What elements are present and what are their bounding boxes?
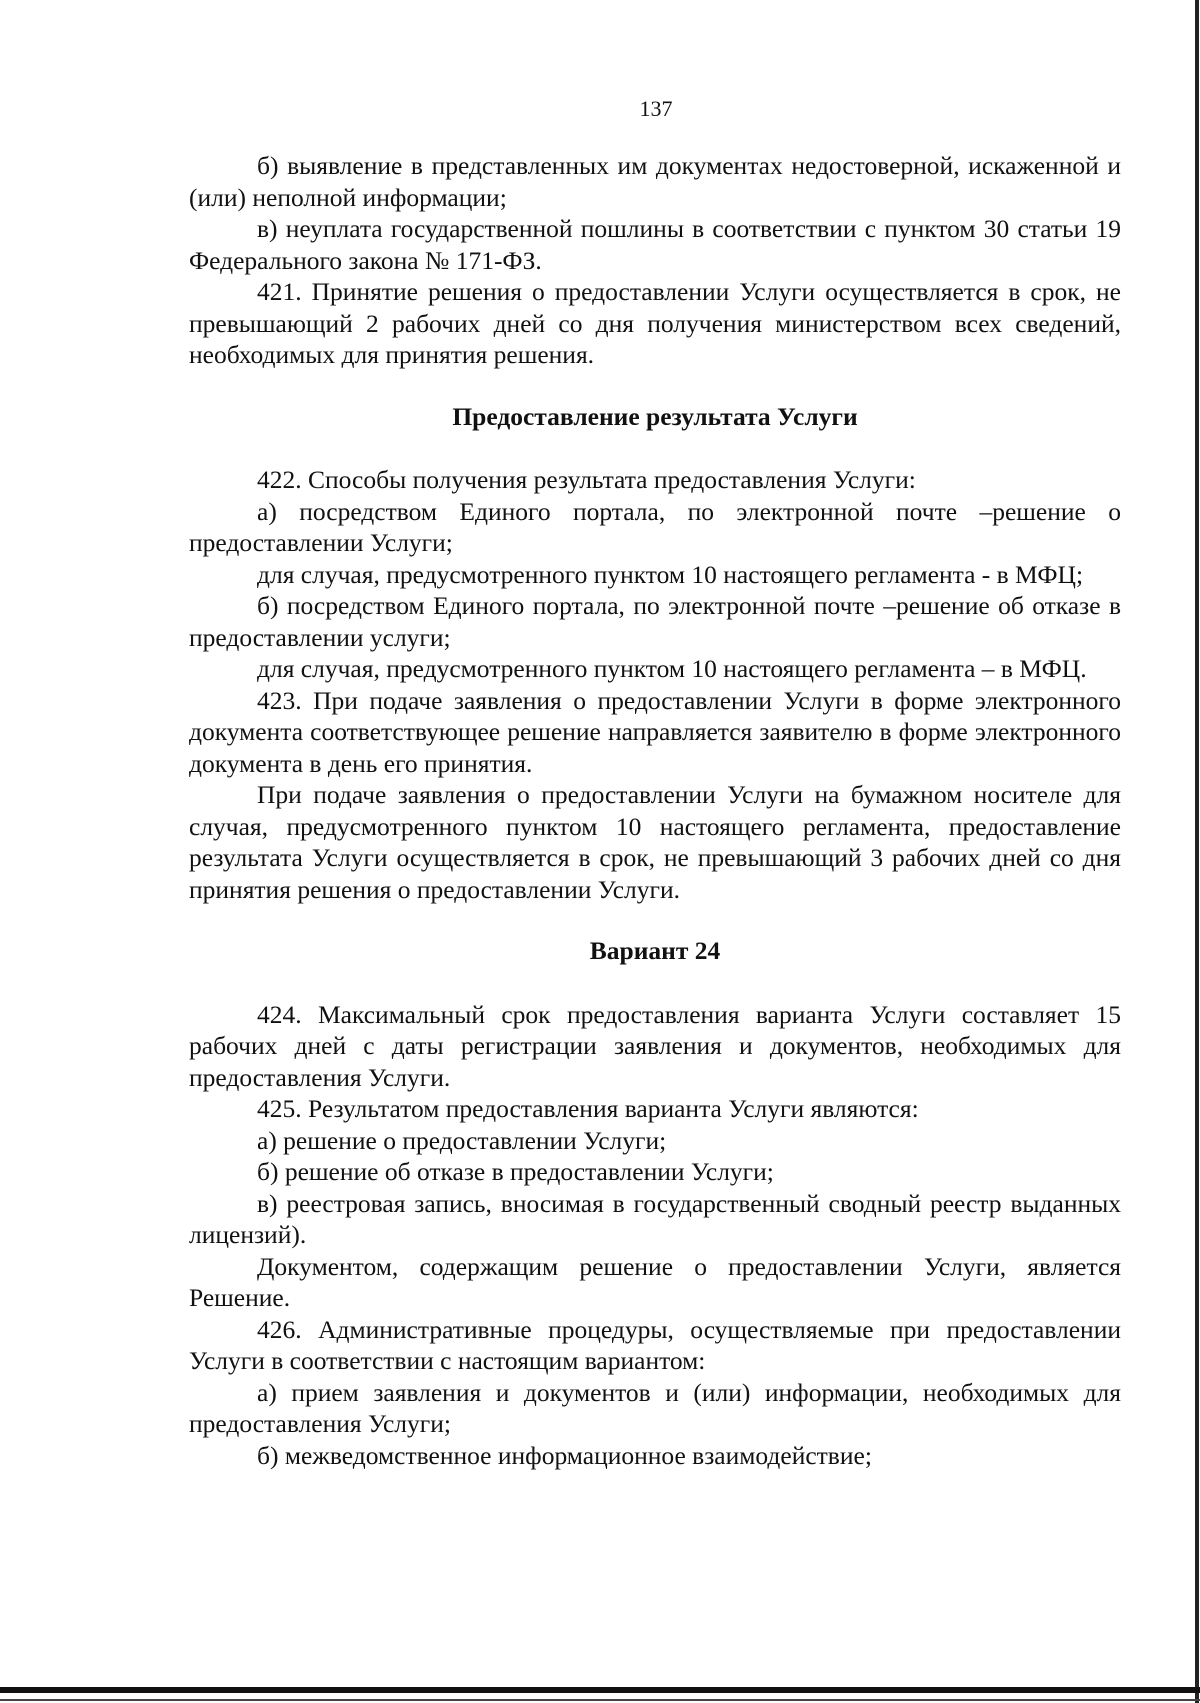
paragraph: для случая, предусмотренного пунктом 10 настоящего регламента - в МФЦ;: [257, 559, 1084, 589]
page-number: 137: [639, 96, 673, 121]
paragraph: 423. При подаче заявления о предоставлении Услуги в форме электронного документа соответствующее решение направляется заявителю в форме электронного документа в день его принятия.: [189, 685, 1121, 778]
paragraph: б) межведомственное информационное взаимодействие;: [257, 1440, 872, 1470]
variant-heading: Вариант 24: [589, 936, 721, 965]
document-body: [189, 150, 1121, 1471]
section-heading: Предоставление результата Услуги: [452, 401, 858, 431]
paragraph: 421. Принятие решения о предоставлении Услуги осуществляется в срок, не превышающий 2 рабочих дней со дня получения министерством всех сведений, необходимых для принятия решения.: [189, 277, 1121, 369]
paragraph: б) выявление в представленных им документах недостоверной, искаженной и (или) неполной информации;: [189, 151, 1121, 212]
paragraph: 426. Административные процедуры, осуществляемые при предоставлении Услуги в соответствии с настоящим вариантом:: [189, 1314, 1121, 1375]
paragraph: 424. Максимальный срок предоставления варианта Услуги составляет 15 рабочих дней с даты регистрации заявления и документов, необходимых для предоставления Услуги.: [189, 999, 1121, 1092]
paragraph: б) посредством Единого портала, по электронной почте –решение об отказе в предоставлении услуги;: [189, 591, 1121, 652]
paragraph: а) посредством Единого портала, по электронной почте –решение о предоставлении Услуги;: [189, 496, 1121, 557]
paragraph: в) реестровая запись, вносимая в государственный сводный реестр выданных лицензий).: [189, 1188, 1121, 1249]
paragraph: Документом, содержащим решение о предоставлении Услуги, является Решение.: [189, 1251, 1121, 1312]
paragraph: б) решение об отказе в предоставлении Услуги;: [257, 1157, 774, 1186]
paragraph: При подаче заявления о предоставлении Услуги на бумажном носителе для случая, предусмотренного пунктом 10 настоящего регламента, предоставление результата Услуги осуществляется в срок, не превышающий 3 рабочих дней со дня принятия решения о предоставлении Услуги.: [189, 780, 1121, 904]
paragraph: а) прием заявления и документов и (или) информации, необходимых для предоставления Услуги;: [189, 1377, 1121, 1438]
paragraph: в) неуплата государственной пошлины в соответствии с пунктом 30 статьи 19 Федерального закона № 171-ФЗ.: [189, 214, 1121, 275]
paragraph: 422. Способы получения результата предоставления Услуги:: [257, 465, 916, 494]
scan-right-edge: [1195, 0, 1199, 1703]
scan-bottom-edge: [0, 1687, 1200, 1693]
scan-bottom-edge-thin: [0, 1699, 1200, 1701]
paragraph: а) решение о предоставлении Услуги;: [257, 1125, 667, 1155]
paragraph: для случая, предусмотренного пунктом 10 настоящего регламента – в МФЦ.: [257, 654, 1087, 683]
paragraph: 425. Результатом предоставления варианта Услуги являются:: [257, 1094, 919, 1123]
